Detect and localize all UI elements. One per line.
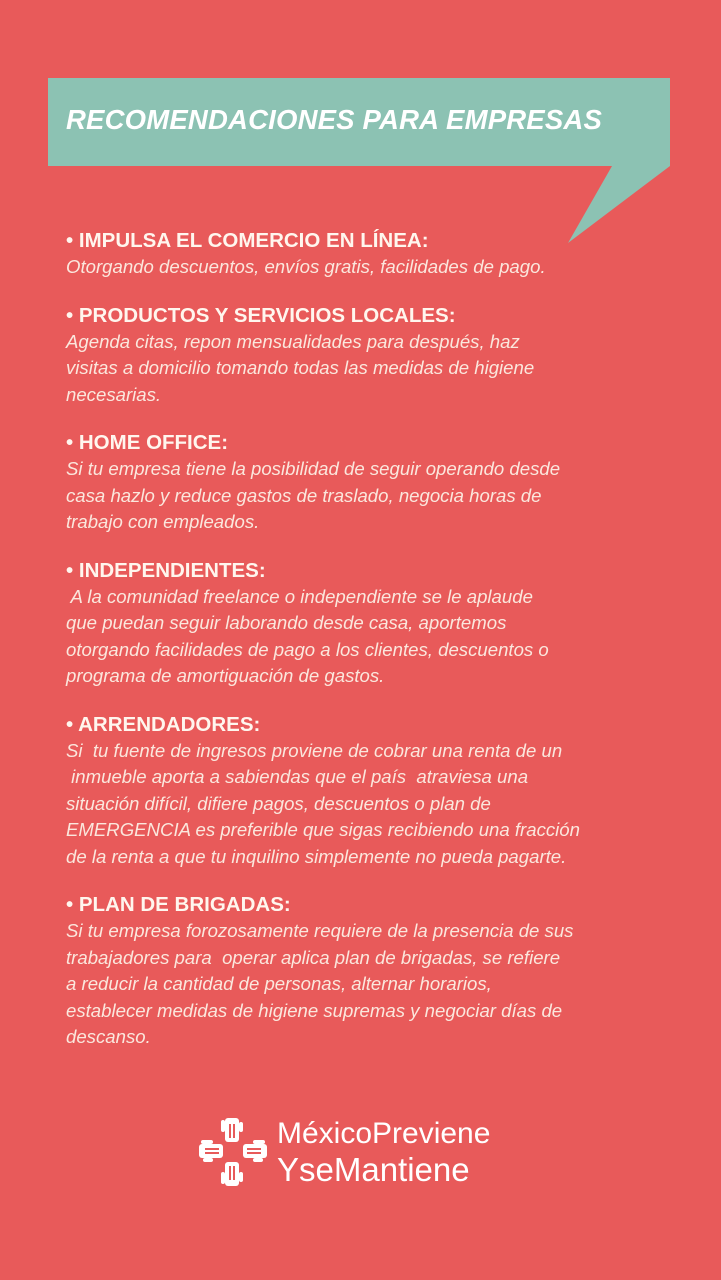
- body-line: situación difícil, difiere pagos, descuentos o plan de: [66, 792, 491, 814]
- section-title: • IMPULSA EL COMERCIO EN LÍNEA:: [66, 229, 429, 252]
- logo-wordmark: [277, 1116, 490, 1188]
- section-productos-locales: [66, 303, 676, 409]
- section-body: [66, 456, 676, 536]
- section-arrendadores: [66, 712, 676, 871]
- section-title: • PRODUCTOS Y SERVICIOS LOCALES:: [66, 303, 456, 327]
- header-banner: [0, 0, 721, 260]
- body-line: Si tu fuente de ingresos proviene de cobrar una renta de un: [66, 739, 563, 761]
- section-plan-de-brigadas: [66, 892, 676, 1051]
- body-line: Otorgando descuentos, envíos gratis, facilidades de pago.: [66, 256, 546, 277]
- section-title: • INDEPENDIENTES:: [66, 558, 266, 582]
- section-independientes: [66, 558, 676, 690]
- section-title: • PLAN DE BRIGADAS:: [66, 893, 291, 916]
- brand-logo: [195, 1114, 535, 1190]
- section-body: [66, 254, 676, 281]
- body-line: casa hazlo y reduce gastos de traslado, negocia horas de: [66, 484, 542, 506]
- body-line: de la renta a que tu inquilino simplemente no pueda pagarte.: [66, 845, 567, 867]
- section-body: [66, 738, 676, 871]
- body-line: que puedan seguir laborando desde casa, aportemos: [66, 612, 507, 633]
- body-line: establecer medidas de higiene supremas y negociar días de: [66, 999, 563, 1021]
- body-line: descanso.: [66, 1026, 151, 1047]
- section-body: [66, 918, 676, 1051]
- body-line: necesarias.: [66, 383, 162, 405]
- body-line: trabajo con empleados.: [66, 511, 260, 532]
- body-line: inmueble aporta a sabiendas que el país atraviesa una: [66, 766, 529, 787]
- logo-line-2: YseMantiene: [277, 1151, 470, 1188]
- hands-cross-icon: [195, 1114, 271, 1190]
- section-body: [66, 584, 676, 690]
- page-title: RECOMENDACIONES PARA EMPRESAS: [66, 104, 602, 135]
- body-line: Si tu empresa forozosamente requiere de la presencia de sus: [66, 920, 574, 941]
- section-comercio-en-linea: [66, 228, 676, 281]
- logo-line-1: MéxicoPreviene: [277, 1117, 491, 1150]
- body-line: EMERGENCIA es preferible que sigas recibiendo una fracción: [66, 819, 580, 840]
- body-line: programa de amortiguación de gastos.: [66, 665, 385, 686]
- body-line: a reducir la cantidad de personas, alternar horarios,: [66, 973, 492, 994]
- body-line: A la comunidad freelance o independiente se le aplaude: [66, 585, 533, 607]
- body-line: trabajadores para operar aplica plan de brigadas, se refiere: [66, 946, 561, 968]
- section-home-office: [66, 430, 676, 536]
- body-line: Agenda citas, repon mensualidades para después, haz: [66, 330, 520, 352]
- section-title: • ARRENDADORES:: [66, 712, 261, 736]
- body-line: visitas a domicilio tomando todas las medidas de higiene: [66, 357, 535, 378]
- body-line: Si tu empresa tiene la posibilidad de seguir operando desde: [66, 458, 561, 479]
- section-body: [66, 329, 676, 409]
- section-title: • HOME OFFICE:: [66, 431, 229, 454]
- body-line: otorgando facilidades de pago a los clientes, descuentos o: [66, 638, 549, 660]
- recommendations-list: [66, 228, 676, 1073]
